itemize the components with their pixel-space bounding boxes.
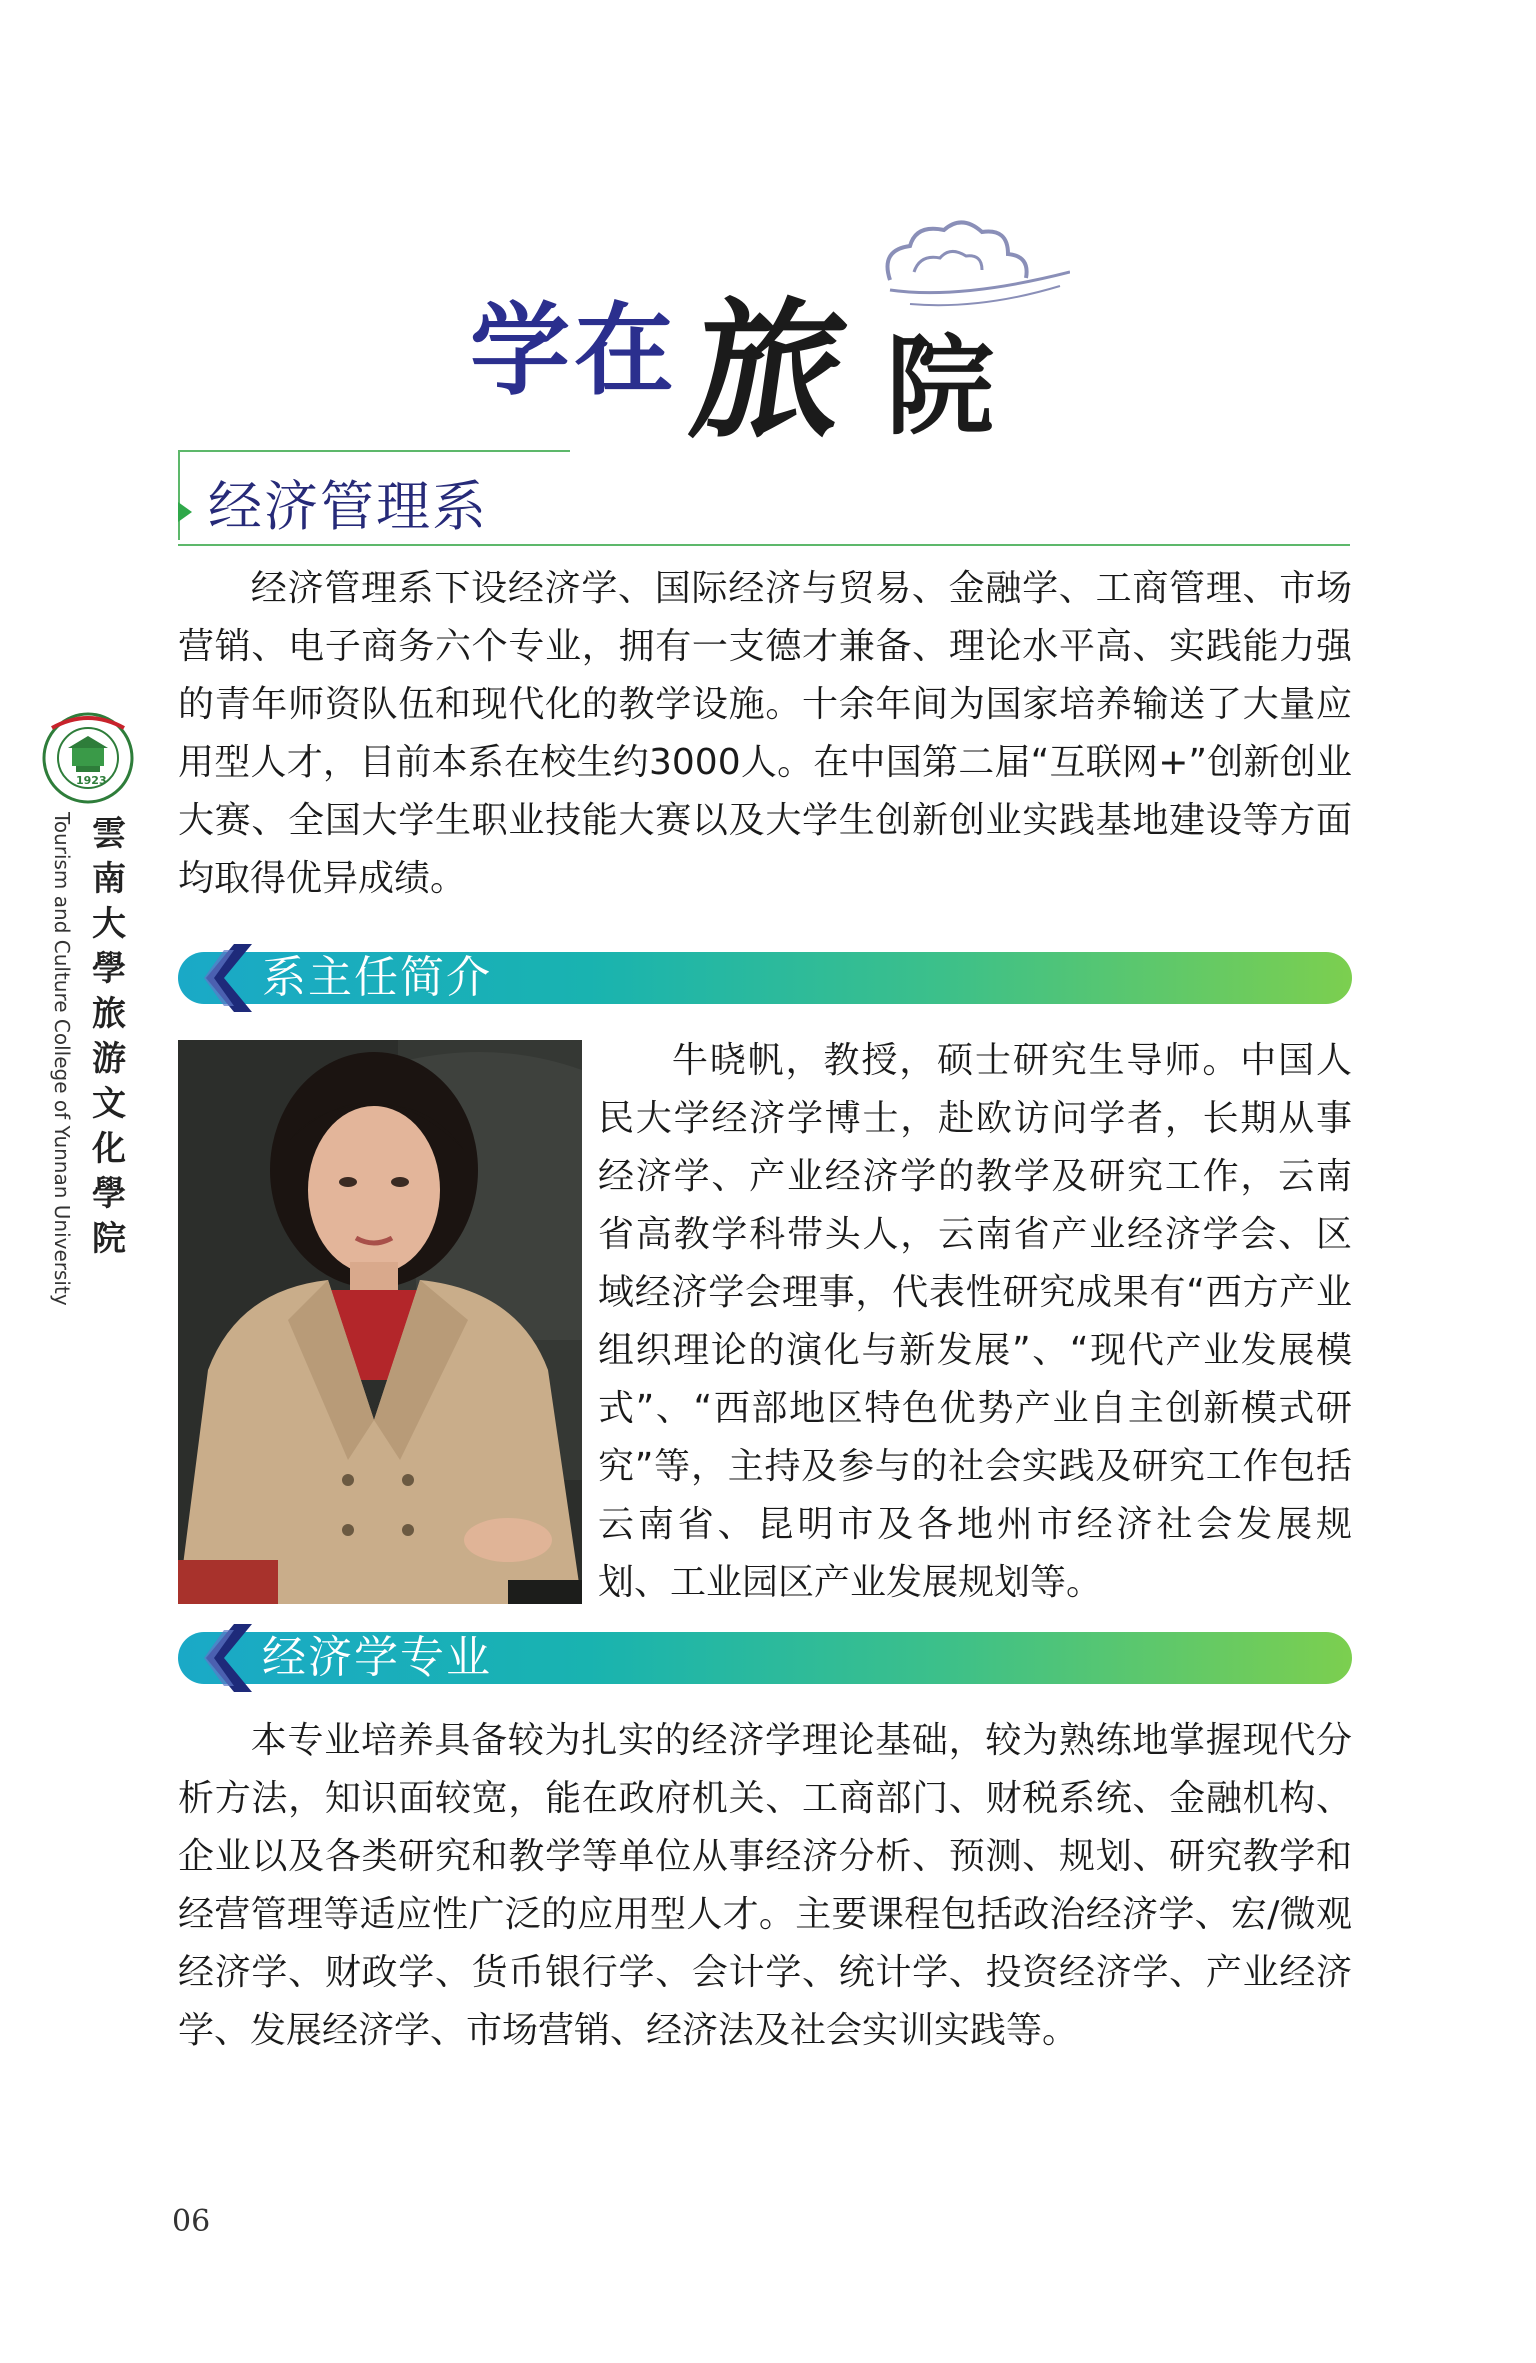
college-char: 化 xyxy=(92,1129,126,1169)
department-description xyxy=(178,560,1352,908)
chevron-left-icon xyxy=(204,944,252,1012)
heading-arrow-icon xyxy=(178,502,192,522)
college-name-en: Tourism and Culture College of Yunnan University xyxy=(50,812,74,1306)
major-description-text: 本专业培养具备较为扎实的经济学理论基础，较为熟练地掌握现代分析方法，知识面较宽，能在政府机关、工商部门、财税系统、金融机构、企业以及各类研究和教学等单位从事经济分析、预测、规划、研究教学和经营管理等适应性广泛的应用型人才。主要课程包括政治经济学、宏/微观经济学、财政学、货币银行学、会计学、统计学、投资经济学、产业经济学、发展经济学、市场营销、经济法及社会实训实践等。 xyxy=(178,1720,1352,2051)
college-char: 旅 xyxy=(92,994,126,1034)
school-logo xyxy=(38,708,138,808)
department-title: 经济管理系 xyxy=(208,475,488,538)
heading-rule xyxy=(178,544,1350,546)
section-bar-director xyxy=(178,952,1352,1004)
college-name-cn xyxy=(92,812,132,1262)
heading-rule xyxy=(178,450,570,452)
college-char: 學 xyxy=(92,1174,126,1214)
college-char: 學 xyxy=(92,949,126,989)
section-title-director: 系主任简介 xyxy=(262,952,492,1003)
director-bio-text: 牛晓帆，教授，硕士研究生导师。中国人民大学经济学博士，赴欧访问学者，长期从事经济学、产业经济学的教学及研究工作，云南省高教学科带头人，云南省产业经济学会、区域经济学会理事，代表性研究成果有“西方产业组织理论的演化与新发展”、“现代产业发展模式”、“西部地区特色优势产业自主创新模式研究”等，主持及参与的社会实践及研究工作包括云南省、昆明市及各地州市经济社会发展规划、工业园区产业发展规划等。 xyxy=(598,1040,1352,1603)
college-char: 南 xyxy=(92,859,126,899)
chevron-left-icon xyxy=(204,1624,252,1692)
page-number: 06 xyxy=(172,2204,211,2239)
logo-year: 1923 xyxy=(76,774,107,787)
department-heading xyxy=(178,450,1350,548)
heading-rule xyxy=(178,450,180,540)
title-part-1: 学在 xyxy=(470,291,678,409)
college-char: 院 xyxy=(92,1219,126,1259)
director-photo xyxy=(178,1040,582,1604)
college-char: 文 xyxy=(92,1084,126,1124)
college-char: 大 xyxy=(92,904,126,944)
major-description xyxy=(178,1712,1352,2060)
section-title-major: 经济学专业 xyxy=(262,1632,492,1683)
college-char: 雲 xyxy=(92,814,126,854)
title-part-2: 旅 xyxy=(681,283,857,459)
page-title xyxy=(470,210,1070,459)
section-bar-major xyxy=(178,1632,1352,1684)
college-char: 游 xyxy=(92,1039,126,1079)
department-description-text: 经济管理系下设经济学、国际经济与贸易、金融学、工商管理、市场营销、电子商务六个专业，拥有一支德才兼备、理论水平高、实践能力强的青年师资队伍和现代化的教学设施。十余年间为国家培养输送了大量应用型人才，目前本系在校生约3000人。在中国第二届“互联网+”创新创业大赛、全国大学生职业技能大赛以及大学生创新创业实践基地建设等方面均取得优异成绩。 xyxy=(178,568,1352,899)
director-bio xyxy=(598,1032,1352,1612)
title-part-3: 院 xyxy=(886,324,995,450)
